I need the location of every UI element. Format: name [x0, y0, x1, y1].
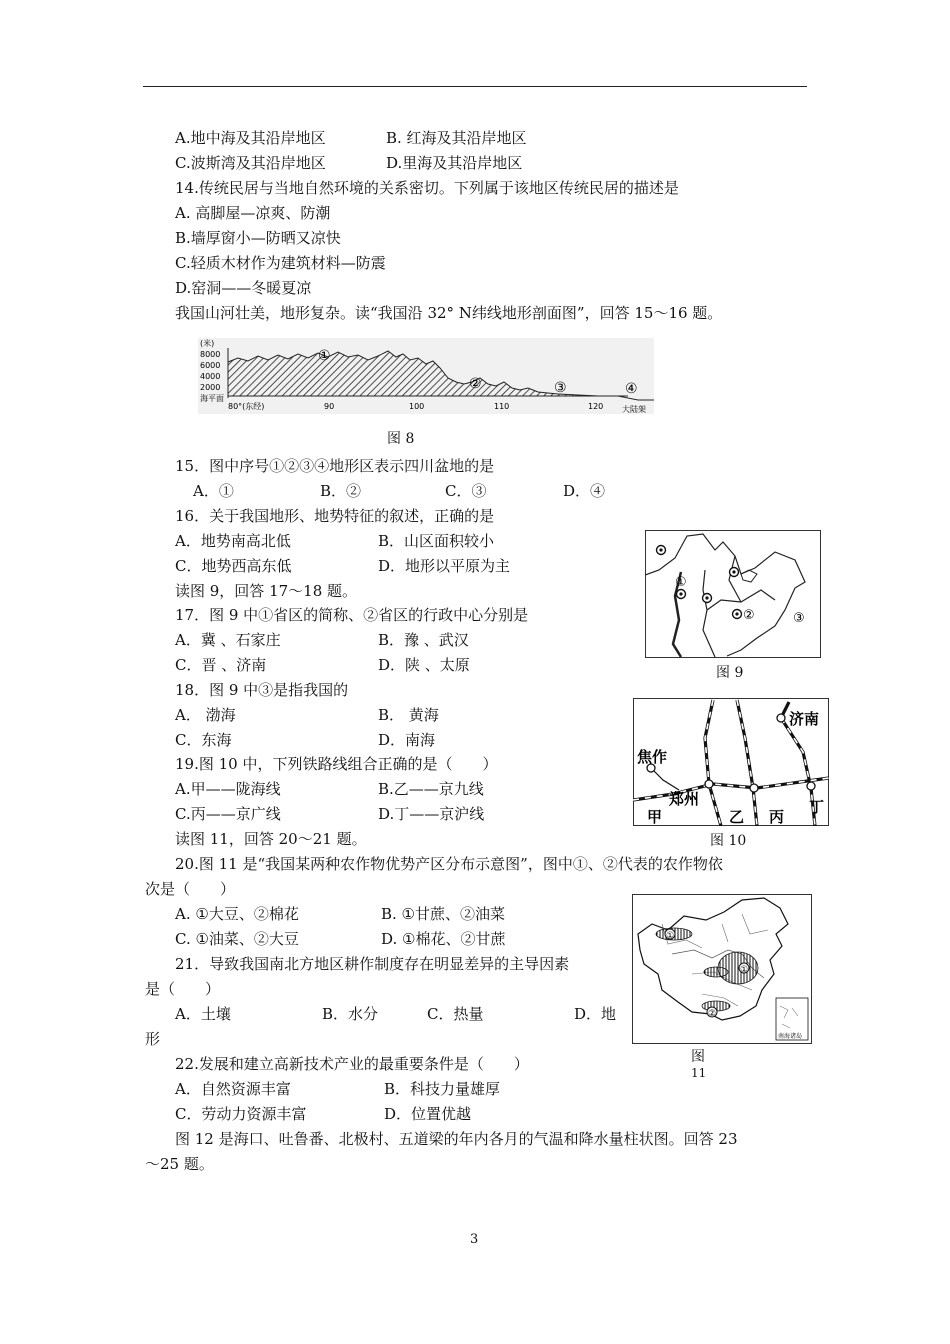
fig9-marker-3: ③ — [793, 611, 805, 626]
page-number: 3 — [470, 1232, 479, 1247]
fig10-label-jia: 甲 — [647, 808, 663, 826]
q18-option-d: D．南海 — [378, 731, 436, 749]
q15-option-a: A．① — [193, 482, 234, 500]
q20-option-b: B. ①甘蔗、②油菜 — [381, 905, 506, 923]
q17-option-b: B．豫 、武汉 — [378, 631, 469, 649]
q15-stem: 15．图中序号①②③④地形区表示四川盆地的是 — [175, 457, 495, 475]
fig8-x-tick: 110 — [494, 402, 510, 411]
fig8-marker-4: ④ — [625, 381, 638, 397]
fig10-caption: 图 10 — [710, 833, 747, 849]
fig8-y-unit: (米) — [200, 339, 215, 348]
q15-option-b: B．② — [320, 482, 362, 500]
q15-option-d: D．④ — [563, 482, 606, 500]
q21-option-d-wrap: 形 — [145, 1030, 161, 1048]
fig11-caption-line1: 图 — [691, 1049, 705, 1065]
q22-option-a: A．自然资源丰富 — [175, 1080, 291, 1098]
intro-23-25-line2: ～25 题。 — [145, 1155, 214, 1173]
fig11-marker-2: ② — [708, 1009, 717, 1019]
q14-stem: 14.传统民居与当地自然环境的关系密切。下列属于该地区传统民居的描述是 — [175, 179, 679, 197]
fig8-marker-1: ① — [318, 348, 331, 364]
q21-stem-line1: 21．导致我国南北方地区耕作制度存在明显差异的主导因素 — [175, 955, 570, 973]
intro-17-18: 读图 9，回答 17～18 题。 — [175, 582, 358, 600]
q16-option-a: A．地势南高北低 — [175, 532, 291, 550]
figure-8-terrain-profile — [198, 338, 654, 414]
q17-option-c: C．晋 、济南 — [175, 656, 267, 674]
fig8-marker-3: ③ — [554, 380, 567, 396]
fig10-label-jiaozuo: 焦作 — [637, 748, 668, 766]
q14-option-b: B.墙厚窗小—防晒又凉快 — [175, 229, 341, 247]
fig11-marker-1b: ① — [740, 965, 749, 975]
q19-option-d: D.丁——京沪线 — [378, 805, 485, 823]
fig10-label-bing: 丙 — [769, 808, 785, 826]
q17-option-a: A．冀 、石家庄 — [175, 631, 281, 649]
fig8-y-tick: 6000 — [200, 361, 221, 370]
q22-option-b: B．科技力量雄厚 — [384, 1080, 501, 1098]
figure-11-china-crop-map — [632, 894, 812, 1044]
fig8-x-tick: 100 — [409, 402, 425, 411]
q19-option-c: C.丙——京广线 — [175, 805, 281, 823]
q17-option-d: D．陕 、太原 — [378, 656, 470, 674]
q16-option-b: B．山区面积较小 — [378, 532, 495, 550]
fig10-label-jinan: 济南 — [789, 710, 820, 728]
fig8-x-tick: 80°(东经) — [228, 402, 265, 411]
q18-option-a: A． 渤海 — [175, 706, 236, 724]
fig8-y-tick: 2000 — [200, 383, 221, 392]
fig10-label-yi: 乙 — [729, 808, 745, 826]
q13-option-a: A.地中海及其沿岸地区 — [175, 129, 326, 147]
q16-option-d: D．地形以平原为主 — [378, 557, 511, 575]
q16-option-c: C．地势西高东低 — [175, 557, 292, 575]
q13-option-c: C.波斯湾及其沿岸地区 — [175, 154, 326, 172]
q20-stem-line2: 次是（ ） — [145, 880, 236, 898]
fig9-marker-2: ② — [743, 608, 755, 623]
q16-stem: 16．关于我国地形、地势特征的叙述，正确的是 — [175, 507, 495, 525]
fig9-marker-1: ① — [675, 575, 687, 590]
q20-stem-line1: 20.图 11 是“我国某两种农作物优势产区分布示意图”，图中①、②代表的农作物依 — [175, 855, 723, 873]
q21-option-d: D．地 — [574, 1005, 617, 1023]
q22-option-c: C．劳动力资源丰富 — [175, 1105, 307, 1123]
q13-option-d: D.里海及其沿岸地区 — [386, 154, 523, 172]
fig8-y-tick: 8000 — [200, 350, 221, 359]
q21-option-c: C．热量 — [427, 1005, 484, 1023]
q21-stem-line2: 是（ ） — [145, 980, 221, 998]
q20-option-a: A. ①大豆、②棉花 — [175, 905, 299, 923]
q14-option-a: A. 高脚屋—凉爽、防潮 — [175, 204, 331, 222]
fig9-caption: 图 9 — [716, 665, 744, 681]
q19-option-a: A.甲——陇海线 — [175, 780, 281, 798]
q14-option-d: D.窑洞——冬暖夏凉 — [175, 279, 312, 297]
q18-stem: 18．图 9 中③是指我国的 — [175, 681, 349, 699]
fig8-caption: 图 8 — [387, 431, 415, 447]
q19-stem: 19.图 10 中，下列铁路线组合正确的是（ ） — [175, 755, 498, 773]
q15-option-c: C．③ — [445, 482, 487, 500]
fig11-caption-line2: 11 — [691, 1066, 707, 1080]
header-rule — [143, 86, 807, 87]
q18-option-b: B． 黄海 — [378, 706, 439, 724]
fig8-marker-2: ② — [469, 376, 482, 392]
q22-option-d: D．位置优越 — [384, 1105, 472, 1123]
q21-option-b: B．水分 — [322, 1005, 379, 1023]
intro-23-25-line1: 图 12 是海口、吐鲁番、北极村、五道梁的年内各月的气温和降水量柱状图。回答 23 — [175, 1130, 738, 1148]
fig11-inset-label: 南海诸岛 — [778, 1033, 803, 1040]
q14-option-c: C.轻质木材作为建筑材料—防震 — [175, 254, 386, 272]
q18-option-c: C．东海 — [175, 731, 232, 749]
fig11-marker-1a: ① — [666, 931, 675, 941]
fig10-label-zhengzhou: 郑州 — [669, 790, 700, 808]
fig8-shelf-label: 大陆架 — [622, 405, 646, 414]
fig8-y-tick: 4000 — [200, 372, 221, 381]
fig8-x-tick: 120 — [588, 402, 604, 411]
q20-option-d: D. ①棉花、②甘蔗 — [381, 930, 506, 948]
q19-option-b: B.乙——京九线 — [378, 780, 484, 798]
q17-stem: 17．图 9 中①省区的简称、②省区的行政中心分别是 — [175, 606, 529, 624]
q22-stem: 22.发展和建立高新技术产业的最重要条件是（ ） — [175, 1055, 529, 1073]
figure-10-railway-map — [633, 698, 829, 826]
fig10-label-ding: 丁 — [809, 798, 825, 816]
intro-20-21: 读图 11，回答 20～21 题。 — [175, 830, 367, 848]
fig8-x-tick: 90 — [324, 402, 335, 411]
q21-option-a: A．土壤 — [175, 1005, 231, 1023]
fig8-sea-level: 海平面 — [200, 394, 224, 403]
intro-15-16: 我国山河壮美，地形复杂。读“我国沿 32° N纬线地形剖面图”，回答 15～16 题。 — [175, 304, 723, 322]
figure-9-province-map — [645, 530, 821, 658]
q13-option-b: B. 红海及其沿岸地区 — [386, 129, 527, 147]
q20-option-c: C. ①油菜、②大豆 — [175, 930, 299, 948]
